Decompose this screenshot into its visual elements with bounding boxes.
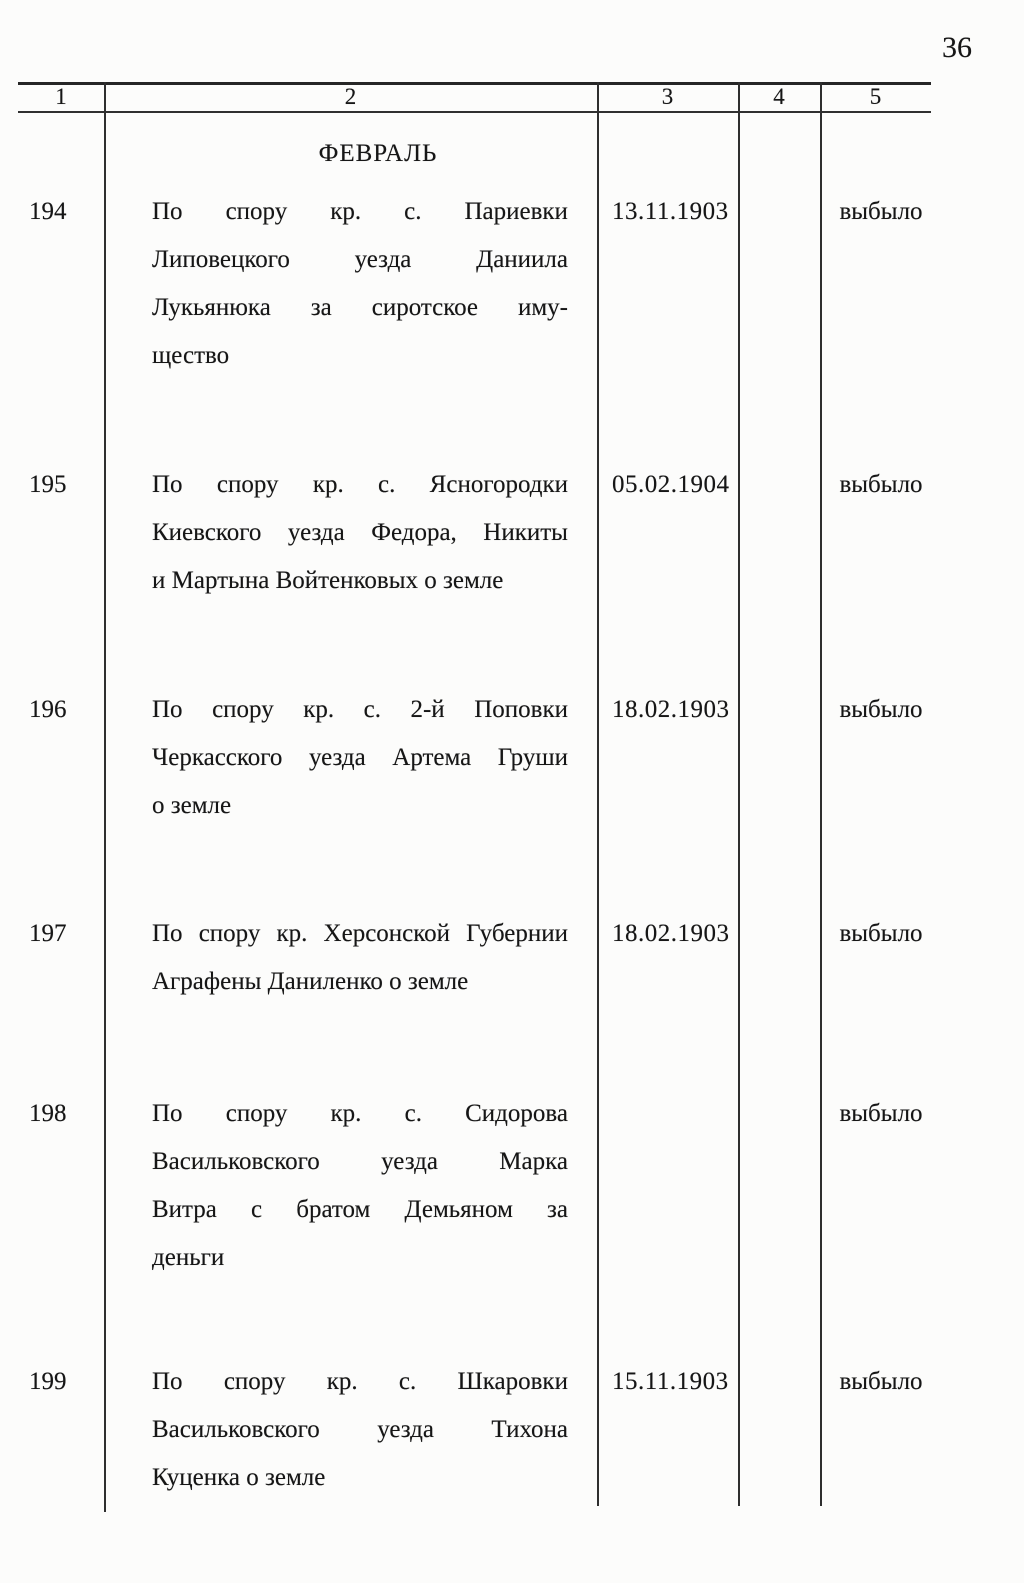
case-description	[152, 910, 568, 1006]
case-date: 18.02.1903	[612, 920, 730, 947]
case-number: 196	[29, 696, 67, 723]
case-line: деньги	[152, 1244, 225, 1271]
case-line: Киевского уезда Федора, Никиты	[152, 519, 568, 546]
case-status: выбыло	[839, 920, 923, 947]
case-status: выбыло	[839, 1100, 923, 1127]
case-line: Васильковского уезда Тихона	[152, 1416, 568, 1443]
case-line: По спору кр. с. Париевки	[152, 198, 568, 225]
case-line: о земле	[152, 792, 232, 819]
case-line: Лукьянюка за сиротское иму-	[152, 294, 568, 321]
table-vline-col4-col5	[820, 82, 822, 1506]
case-line: По спору кр. с. Сидорова	[152, 1100, 568, 1127]
case-number: 199	[29, 1368, 67, 1395]
case-line: Витра с братом Демьяном за	[152, 1196, 568, 1223]
table-vline-col3-col4	[738, 82, 740, 1506]
column-header-4: 4	[773, 84, 785, 109]
case-status: выбыло	[839, 696, 923, 723]
case-number: 197	[29, 920, 67, 947]
case-status: выбыло	[839, 198, 923, 225]
column-header-5: 5	[869, 84, 882, 109]
case-description	[152, 461, 568, 605]
case-status: выбыло	[839, 471, 923, 498]
case-line: По спору кр. с. Шкаровки	[152, 1368, 568, 1395]
case-line: щество	[152, 342, 230, 369]
month-header: ФЕВРАЛЬ	[318, 140, 438, 167]
case-line: По спору кр. с. 2-й Поповки	[152, 696, 568, 723]
column-header-3: 3	[661, 84, 674, 109]
case-number: 195	[29, 471, 67, 498]
case-date: 05.02.1904	[612, 471, 730, 498]
case-line: Черкасского уезда Артема Груши	[152, 744, 568, 771]
case-number: 198	[29, 1100, 67, 1127]
case-line: Аграфены Даниленко о земле	[152, 968, 469, 995]
case-line: По спору кр. Херсонской Губернии	[152, 920, 568, 947]
case-date: 15.11.1903	[612, 1368, 729, 1395]
column-header-2: 2	[344, 84, 357, 109]
case-line: По спору кр. с. Ясногородки	[152, 471, 568, 498]
case-line: Липовецкого уезда Даниила	[152, 246, 568, 273]
case-date: 18.02.1903	[612, 696, 730, 723]
case-number: 194	[29, 198, 67, 225]
table-header-bottom-border	[18, 111, 931, 113]
page-number: 36	[942, 31, 972, 64]
case-line: Куценка о земле	[152, 1464, 326, 1491]
case-line: Васильковского уезда Марка	[152, 1148, 568, 1175]
case-description	[152, 1358, 568, 1502]
case-line: и Мартына Войтенковых о земле	[152, 567, 504, 594]
table-vline-col2-col3	[597, 82, 599, 1506]
case-description	[152, 188, 568, 380]
column-header-1: 1	[55, 84, 67, 109]
case-status: выбыло	[839, 1368, 923, 1395]
table-vline-col1-col2	[104, 82, 106, 1512]
case-date: 13.11.1903	[612, 198, 729, 225]
case-description	[152, 686, 568, 830]
case-description	[152, 1090, 568, 1282]
